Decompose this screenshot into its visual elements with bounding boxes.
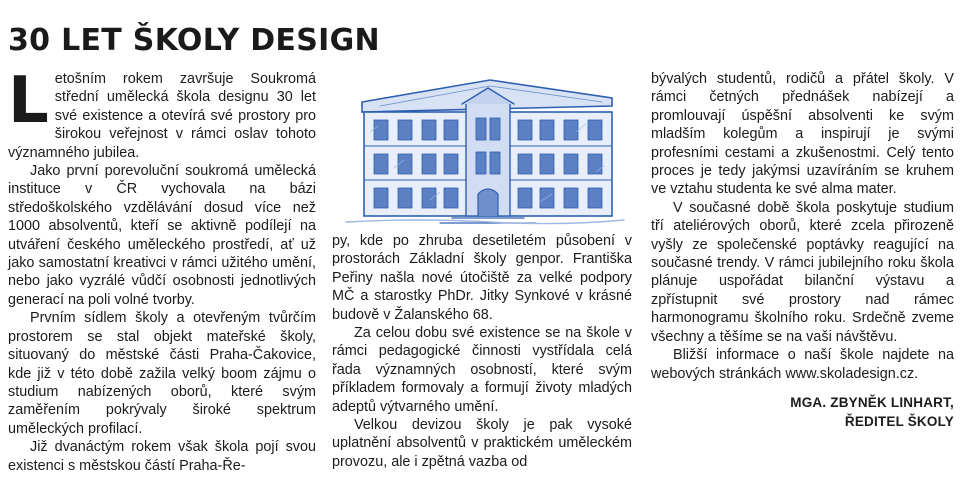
article-title: 30 LET ŠKOLY DESIGN (8, 23, 380, 59)
school-building-sketch-icon (340, 72, 630, 230)
paragraph: bývalých studentů, rodičů a přátel školy. V rámci četných přednášek nabízejí a promlouvají úspěšní absolventi ke svým mladším kolegům a inspirují je svými profesními cestami a zkušenostmi. Celý tento proces je tedy jakýmsi uzavíráním se kruhem ve vztahu studenta ke své alma mater. (651, 71, 954, 198)
author-signature (651, 393, 954, 431)
text-column-2 (332, 232, 632, 471)
text-column-3 (651, 70, 954, 431)
text-column-1 (8, 64, 316, 475)
paragraph: py, kde po zhruba desetiletém působení v prostorách Základní školy genpor. Františka Peřiny našla nové útočiště za velké podpory MČ a starostky PhDr. Jitky Synkové v krásné budově v Žalanského 68. (332, 233, 632, 323)
author-name: MGA. ZBYNĚK LINHART, (790, 394, 954, 410)
paragraph: V současné době škola poskytuje studium tří ateliérových oborů, které zcela přirozeně vyšly ze společenské poptávky reagující na současné trendy. V rámci jubilejního roku škola plánuje uspořádat bilanční výstavu a zpřístupnit své prostory nad rámec harmonogramu školního roku. Srdečně zveme všechny a těšíme se na vaši návštěvu. (651, 199, 954, 345)
paragraph: Velkou devizou školy je pak vysoké uplatnění absolventů v praktickém uměleckém provozu, ale i zpětná vazba od (332, 417, 632, 470)
paragraph: etošním rokem završuje Soukromá střední umělecká škola designu 30 let své existence a otevírá své prostory pro širokou veřejnost v rámci oslav tohoto významného jubilea. (8, 71, 316, 161)
paragraph: Jako první porevoluční soukromá umělecká instituce v ČR vychovala na bázi středoškolského vzdělávání dosud více než 1000 absolventů, kteří se aktivně podílejí na utváření českého uměleckého prostředí, ať už jako samostatní kreativci v rámci užitého umění, nebo jako vyzrálé vůdčí osobnosti jednotlivých generací na poli volné tvorby. (8, 163, 316, 308)
paragraph: Již dvanáctým rokem však škola pojí svou existenci s městskou částí Praha-Ře- (8, 439, 316, 474)
paragraph: Za celou dobu své existence se na škole v rámci pedagogické činnosti vystřídala celá řada významných osobností, které svým příkladem formovaly a formují životy mladých adeptů výtvarného umění. (332, 325, 632, 415)
author-role: ŘEDITEL ŠKOLY (844, 413, 954, 429)
drop-cap: L (8, 64, 49, 138)
paragraph: Bližší informace o naší škole najdete na webových stránkách www.skoladesign.cz. (651, 347, 954, 382)
paragraph: Prvním sídlem školy a otevřeným tvůrčím prostorem se stal objekt mateřské školy, situovaný do městské části Praha-Čakovice, kde již v této době zažila velký boom zájmu o studium nabízených oborů, které svým zaměřením pokrývaly široké spektrum uměleckých profilací. (8, 310, 316, 437)
